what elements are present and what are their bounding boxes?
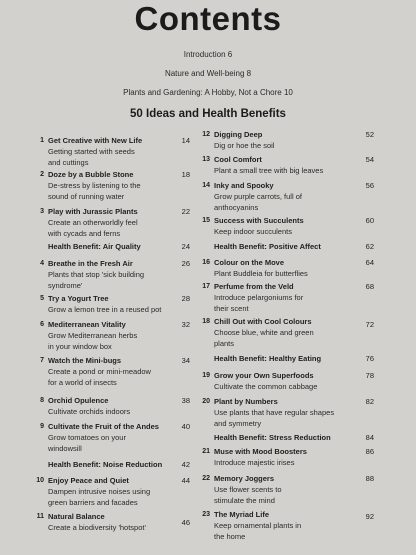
toc-entry-23 [198, 510, 378, 541]
health-benefit-page: 42 [181, 460, 190, 469]
entry-description: Dampen intrusive noises using green barriers and facades [48, 487, 151, 507]
entry-title: Try a Yogurt Tree [48, 294, 109, 303]
entry-description: Plant a small tree with big leaves [214, 166, 324, 175]
toc-entry-15 [198, 216, 378, 241]
entry-description: Grow tomatoes on your windowsill [48, 433, 126, 453]
entry-description: Introduce pelargoniums for their scent [214, 293, 304, 313]
entry-description: Create a biodiversity 'hotspot' [48, 523, 146, 532]
entry-title: Success with Succulents [214, 216, 304, 225]
entry-number: 2 [40, 171, 44, 178]
entry-page: 88 [365, 474, 374, 483]
toc-entry-1 [32, 136, 190, 167]
intro-item-introduction: Introduction 6 [183, 50, 233, 59]
entry-page: 54 [365, 155, 374, 164]
intro-item-nature: Nature and Well-being 8 [164, 69, 252, 78]
entry-title: Get Creative with New Life [48, 136, 143, 145]
entry-title: Watch the Mini-bugs [48, 356, 122, 365]
entry-title: Muse with Mood Boosters [214, 447, 307, 456]
entry-number: 12 [202, 131, 210, 138]
entry-title: The Myriad Life [214, 510, 270, 519]
entry-title: Play with Jurassic Plants [48, 207, 138, 216]
entry-page: 40 [181, 422, 190, 431]
health-benefit-noise-reduction [32, 460, 190, 471]
toc-entry-7 [32, 356, 190, 387]
health-benefit-label: Health Benefit: Air Quality [48, 242, 141, 251]
entry-description: Cultivate orchids indoors [48, 407, 131, 416]
entry-description: Plant Buddleia for butterflies [214, 269, 308, 278]
entry-page: 72 [365, 320, 374, 329]
entry-number: 23 [202, 511, 210, 518]
health-benefit-label: Health Benefit: Noise Reduction [48, 460, 163, 469]
entry-title: Chill Out with Cool Colours [214, 317, 312, 326]
health-benefit-page: 84 [365, 433, 374, 442]
entry-title: Inky and Spooky [214, 181, 274, 190]
entry-description: Create an otherworldly feel with cycads and ferns [48, 218, 138, 238]
entry-page: 28 [181, 294, 190, 303]
entry-description: Grow purple carrots, full of anthocyanins [214, 192, 302, 212]
toc-entry-11 [32, 512, 190, 537]
entry-page: 92 [365, 512, 374, 521]
entry-page: 68 [365, 282, 374, 291]
entry-title: Natural Balance [48, 512, 105, 521]
entry-number: 22 [202, 475, 210, 482]
entry-number: 13 [202, 156, 210, 163]
entry-description: Cultivate the common cabbage [214, 382, 318, 391]
entry-description: Choose blue, white and green plants [214, 328, 314, 348]
toc-entry-9 [32, 422, 190, 453]
entry-description: Introduce majestic irises [214, 458, 295, 467]
entry-title: Orchid Opulence [48, 396, 109, 405]
health-benefit-healthy-eating [198, 354, 378, 365]
entry-description: Plants that stop 'sick building syndrome' [48, 270, 145, 290]
page-title: Contents [134, 0, 282, 37]
entry-number: 16 [202, 259, 210, 266]
entry-number: 19 [202, 372, 210, 379]
entry-title: Grow your Own Superfoods [214, 371, 314, 380]
entry-number: 15 [202, 217, 210, 224]
toc-entry-5 [32, 294, 190, 319]
entry-page: 44 [181, 476, 190, 485]
entry-title: Enjoy Peace and Quiet [48, 476, 129, 485]
entry-description: Dig or hoe the soil [214, 141, 275, 150]
health-benefit-page: 76 [365, 354, 374, 363]
entry-title: Breathe in the Fresh Air [48, 259, 133, 268]
entry-page: 18 [181, 170, 190, 179]
entry-title: Cool Comfort [214, 155, 262, 164]
entry-number: 14 [202, 182, 210, 189]
entry-page: 34 [181, 356, 190, 365]
intro-item-plants-gardening: Plants and Gardening: A Hobby, Not a Chore 10 [123, 88, 293, 97]
toc-entry-12 [198, 130, 378, 155]
entry-number: 9 [40, 423, 44, 430]
entry-page: 22 [181, 207, 190, 216]
entry-page: 26 [181, 259, 190, 268]
health-benefit-page: 62 [365, 242, 374, 251]
toc-entry-8 [32, 396, 190, 421]
entry-page: 14 [181, 136, 190, 145]
entry-number: 10 [36, 477, 44, 484]
entry-page: 32 [181, 320, 190, 329]
entry-title: Perfume from the Veld [214, 282, 294, 291]
entry-number: 3 [40, 208, 44, 215]
entry-page: 46 [181, 518, 190, 527]
entry-number: 4 [40, 260, 44, 267]
health-benefit-label: Health Benefit: Stress Reduction [214, 433, 331, 442]
toc-entry-18 [198, 317, 378, 348]
health-benefit-positive-affect [198, 242, 378, 253]
entry-page: 56 [365, 181, 374, 190]
entry-page: 52 [365, 130, 374, 139]
entry-page: 82 [365, 397, 374, 406]
entry-description: Keep ornamental plants in the home [214, 521, 302, 541]
entry-description: Use plants that have regular shapes and symmetry [214, 408, 335, 428]
entry-description: Grow Mediterranean herbs in your window box [48, 331, 138, 351]
toc-entry-3 [32, 207, 190, 238]
health-benefit-air-quality [32, 242, 190, 253]
entry-title: Colour on the Move [214, 258, 284, 267]
entry-title: Doze by a Bubble Stone [48, 170, 134, 179]
entry-title: Digging Deep [214, 130, 263, 139]
entry-title: Cultivate the Fruit of the Andes [48, 422, 159, 431]
entry-number: 20 [202, 398, 210, 405]
entry-number: 5 [40, 295, 44, 302]
entry-description: Getting started with seeds and cuttings [48, 147, 135, 167]
section-title: 50 Ideas and Health Benefits [130, 108, 286, 120]
entry-title: Memory Joggers [214, 474, 275, 483]
entry-title: Plant by Numbers [214, 397, 278, 406]
entry-description: Use flower scents to stimulate the mind [214, 485, 282, 505]
toc-entry-2 [32, 170, 190, 201]
entry-page: 86 [365, 447, 374, 456]
toc-entry-19 [198, 371, 378, 396]
entry-number: 8 [40, 397, 44, 404]
entry-number: 17 [202, 283, 210, 290]
toc-entry-10 [32, 476, 190, 507]
entry-number: 1 [40, 137, 44, 144]
entry-title: Mediterranean Vitality [48, 320, 126, 329]
toc-entry-17 [198, 282, 378, 313]
toc-entry-14 [198, 181, 378, 212]
health-benefit-stress-reduction [198, 433, 378, 444]
toc-entry-16 [198, 258, 378, 283]
entry-description: Keep indoor succulents [214, 227, 292, 236]
toc-entry-20 [198, 397, 378, 428]
entry-page: 60 [365, 216, 374, 225]
entry-number: 21 [202, 448, 210, 455]
toc-entry-13 [198, 155, 378, 180]
entry-number: 6 [40, 321, 44, 328]
toc-entry-21 [198, 447, 378, 472]
health-benefit-label: Health Benefit: Positive Affect [214, 242, 321, 251]
health-benefit-label: Health Benefit: Healthy Eating [214, 354, 322, 363]
entry-description: Create a pond or mini-meadow for a world of insects [48, 367, 151, 387]
entry-number: 18 [202, 318, 210, 325]
toc-entry-22 [198, 474, 378, 505]
health-benefit-page: 24 [181, 242, 190, 251]
entry-page: 78 [365, 371, 374, 380]
toc-entry-4 [32, 259, 190, 290]
toc-entry-6 [32, 320, 190, 351]
entry-page: 64 [365, 258, 374, 267]
entry-description: Grow a lemon tree in a reused pot [48, 305, 162, 314]
entry-number: 7 [40, 357, 44, 364]
entry-description: De-stress by listening to the sound of running water [48, 181, 141, 201]
entry-number: 11 [36, 513, 44, 520]
entry-page: 38 [181, 396, 190, 405]
